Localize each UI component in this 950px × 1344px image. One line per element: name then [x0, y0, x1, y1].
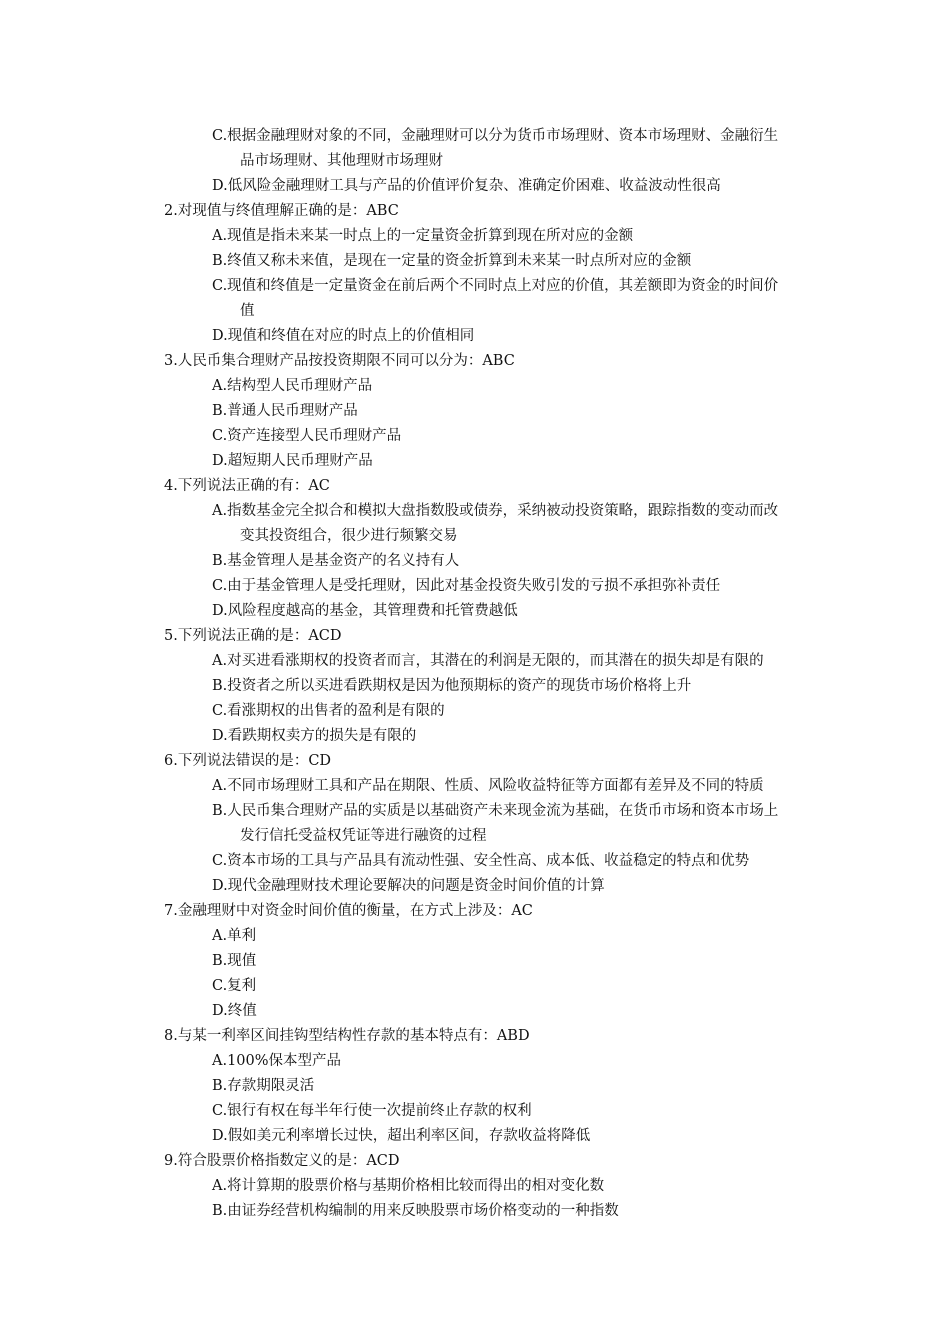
question-stem: 5.下列说法正确的是：ACD — [164, 628, 342, 644]
answer-option — [164, 499, 814, 549]
option-text: B.现值 — [212, 953, 257, 969]
question-stem: 7.金融理财中对资金时间价值的衡量，在方式上涉及：AC — [164, 903, 533, 919]
answer-option — [164, 974, 814, 999]
question-stem: 6.下列说法错误的是：CD — [164, 753, 332, 769]
option-text: B.普通人民币理财产品 — [212, 403, 358, 419]
question-stem: 2.对现值与终值理解正确的是：ABC — [164, 203, 399, 219]
question-block — [164, 199, 814, 349]
answer-option — [164, 724, 814, 749]
answer-option — [164, 1124, 814, 1149]
option-text: B.终值又称未来值，是现在一定量的资金折算到未来某一时点所对应的金额 — [212, 253, 692, 269]
option-text-continuation: 发行信托受益权凭证等进行融资的过程 — [240, 828, 487, 844]
answer-option — [164, 324, 814, 349]
question-stem: 3.人民币集合理财产品按投资期限不同可以分为：ABC — [164, 353, 515, 369]
option-text: D.风险程度越高的基金，其管理费和托管费越低 — [212, 603, 518, 619]
question-block — [164, 1024, 814, 1149]
question-block — [164, 624, 814, 749]
answer-option — [164, 649, 814, 674]
option-text: A.对买进看涨期权的投资者而言，其潜在的利润是无限的，而其潜在的损失却是有限的 — [212, 653, 764, 669]
option-text: B.人民币集合理财产品的实质是以基础资产未来现金流为基础，在货币市场和资本市场上 — [212, 803, 779, 819]
answer-option — [164, 249, 814, 274]
answer-option — [164, 549, 814, 574]
question-block — [164, 749, 814, 899]
answer-option — [164, 874, 814, 899]
answer-option — [164, 924, 814, 949]
answer-option — [164, 224, 814, 249]
option-text: D.看跌期权卖方的损失是有限的 — [212, 728, 417, 744]
question-block — [164, 899, 814, 1024]
option-text: C.银行有权在每半年行使一次提前终止存款的权利 — [212, 1103, 532, 1119]
question-stem: 9.符合股票价格指数定义的是：ACD — [164, 1153, 400, 1169]
continued-option — [164, 174, 814, 199]
answer-option — [164, 999, 814, 1024]
option-text: D.终值 — [212, 1003, 257, 1019]
answer-option — [164, 424, 814, 449]
answer-option — [164, 449, 814, 474]
option-text: B.存款期限灵活 — [212, 1078, 315, 1094]
option-text: A.将计算期的股票价格与基期价格相比较而得出的相对变化数 — [212, 1178, 605, 1194]
option-text: A.现值是指未来某一时点上的一定量资金折算到现在所对应的金额 — [212, 228, 634, 244]
option-text: C.现值和终值是一定量资金在前后两个不同时点上对应的价值，其差额即为资金的时间价 — [212, 278, 779, 294]
option-text-continuation: 品市场理财、其他理财市场理财 — [240, 153, 443, 169]
option-text: C.复利 — [212, 978, 257, 994]
answer-option — [164, 674, 814, 699]
answer-option — [164, 774, 814, 799]
answer-option — [164, 1199, 814, 1224]
option-text: A.不同市场理财工具和产品在期限、性质、风险收益特征等方面都有差异及不同的特质 — [212, 778, 764, 794]
option-text: C.根据金融理财对象的不同，金融理财可以分为货币市场理财、资本市场理财、金融衍生 — [212, 128, 779, 144]
answer-option — [164, 1099, 814, 1124]
option-text-continuation: 变其投资组合，很少进行频繁交易 — [240, 528, 458, 544]
option-text: A.单利 — [212, 928, 257, 944]
answer-option — [164, 574, 814, 599]
option-text: D.假如美元利率增长过快，超出利率区间，存款收益将降低 — [212, 1128, 591, 1144]
answer-option — [164, 849, 814, 874]
answer-option — [164, 1174, 814, 1199]
question-stem: 8.与某一利率区间挂钩型结构性存款的基本特点有：ABD — [164, 1028, 530, 1044]
answer-option — [164, 374, 814, 399]
answer-option — [164, 699, 814, 724]
option-text: C.由于基金管理人是受托理财，因此对基金投资失败引发的亏损不承担弥补责任 — [212, 578, 721, 594]
option-text: B.投资者之所以买进看跌期权是因为他预期标的资产的现货市场价格将上升 — [212, 678, 692, 694]
question-block — [164, 474, 814, 624]
question-stem: 4.下列说法正确的有：AC — [164, 478, 330, 494]
answer-option — [164, 1074, 814, 1099]
question-block — [164, 349, 814, 474]
option-text: A.100%保本型产品 — [212, 1053, 342, 1069]
option-text-continuation: 值 — [240, 303, 255, 319]
answer-option — [164, 1049, 814, 1074]
answer-option — [164, 599, 814, 624]
question-list — [164, 124, 814, 1224]
option-text: C.资本市场的工具与产品具有流动性强、安全性高、成本低、收益稳定的特点和优势 — [212, 853, 750, 869]
option-text: B.基金管理人是基金资产的名义持有人 — [212, 553, 460, 569]
answer-option — [164, 399, 814, 424]
option-text: D.超短期人民币理财产品 — [212, 453, 373, 469]
continued-option — [164, 124, 814, 174]
answer-option — [164, 799, 814, 849]
option-text: A.指数基金完全拟合和模拟大盘指数股或债券，采纳被动投资策略，跟踪指数的变动而改 — [212, 503, 779, 519]
option-text: A.结构型人民币理财产品 — [212, 378, 373, 394]
option-text: C.资产连接型人民币理财产品 — [212, 428, 402, 444]
option-text: C.看涨期权的出售者的盈利是有限的 — [212, 703, 445, 719]
option-text: D.现值和终值在对应的时点上的价值相同 — [212, 328, 475, 344]
option-text: D.现代金融理财技术理论要解决的问题是资金时间价值的计算 — [212, 878, 605, 894]
option-text: D.低风险金融理财工具与产品的价值评价复杂、准确定价困难、收益波动性很高 — [212, 178, 721, 194]
option-text: B.由证券经营机构编制的用来反映股票市场价格变动的一种指数 — [212, 1203, 619, 1219]
question-block — [164, 1149, 814, 1224]
answer-option — [164, 949, 814, 974]
answer-option — [164, 274, 814, 324]
